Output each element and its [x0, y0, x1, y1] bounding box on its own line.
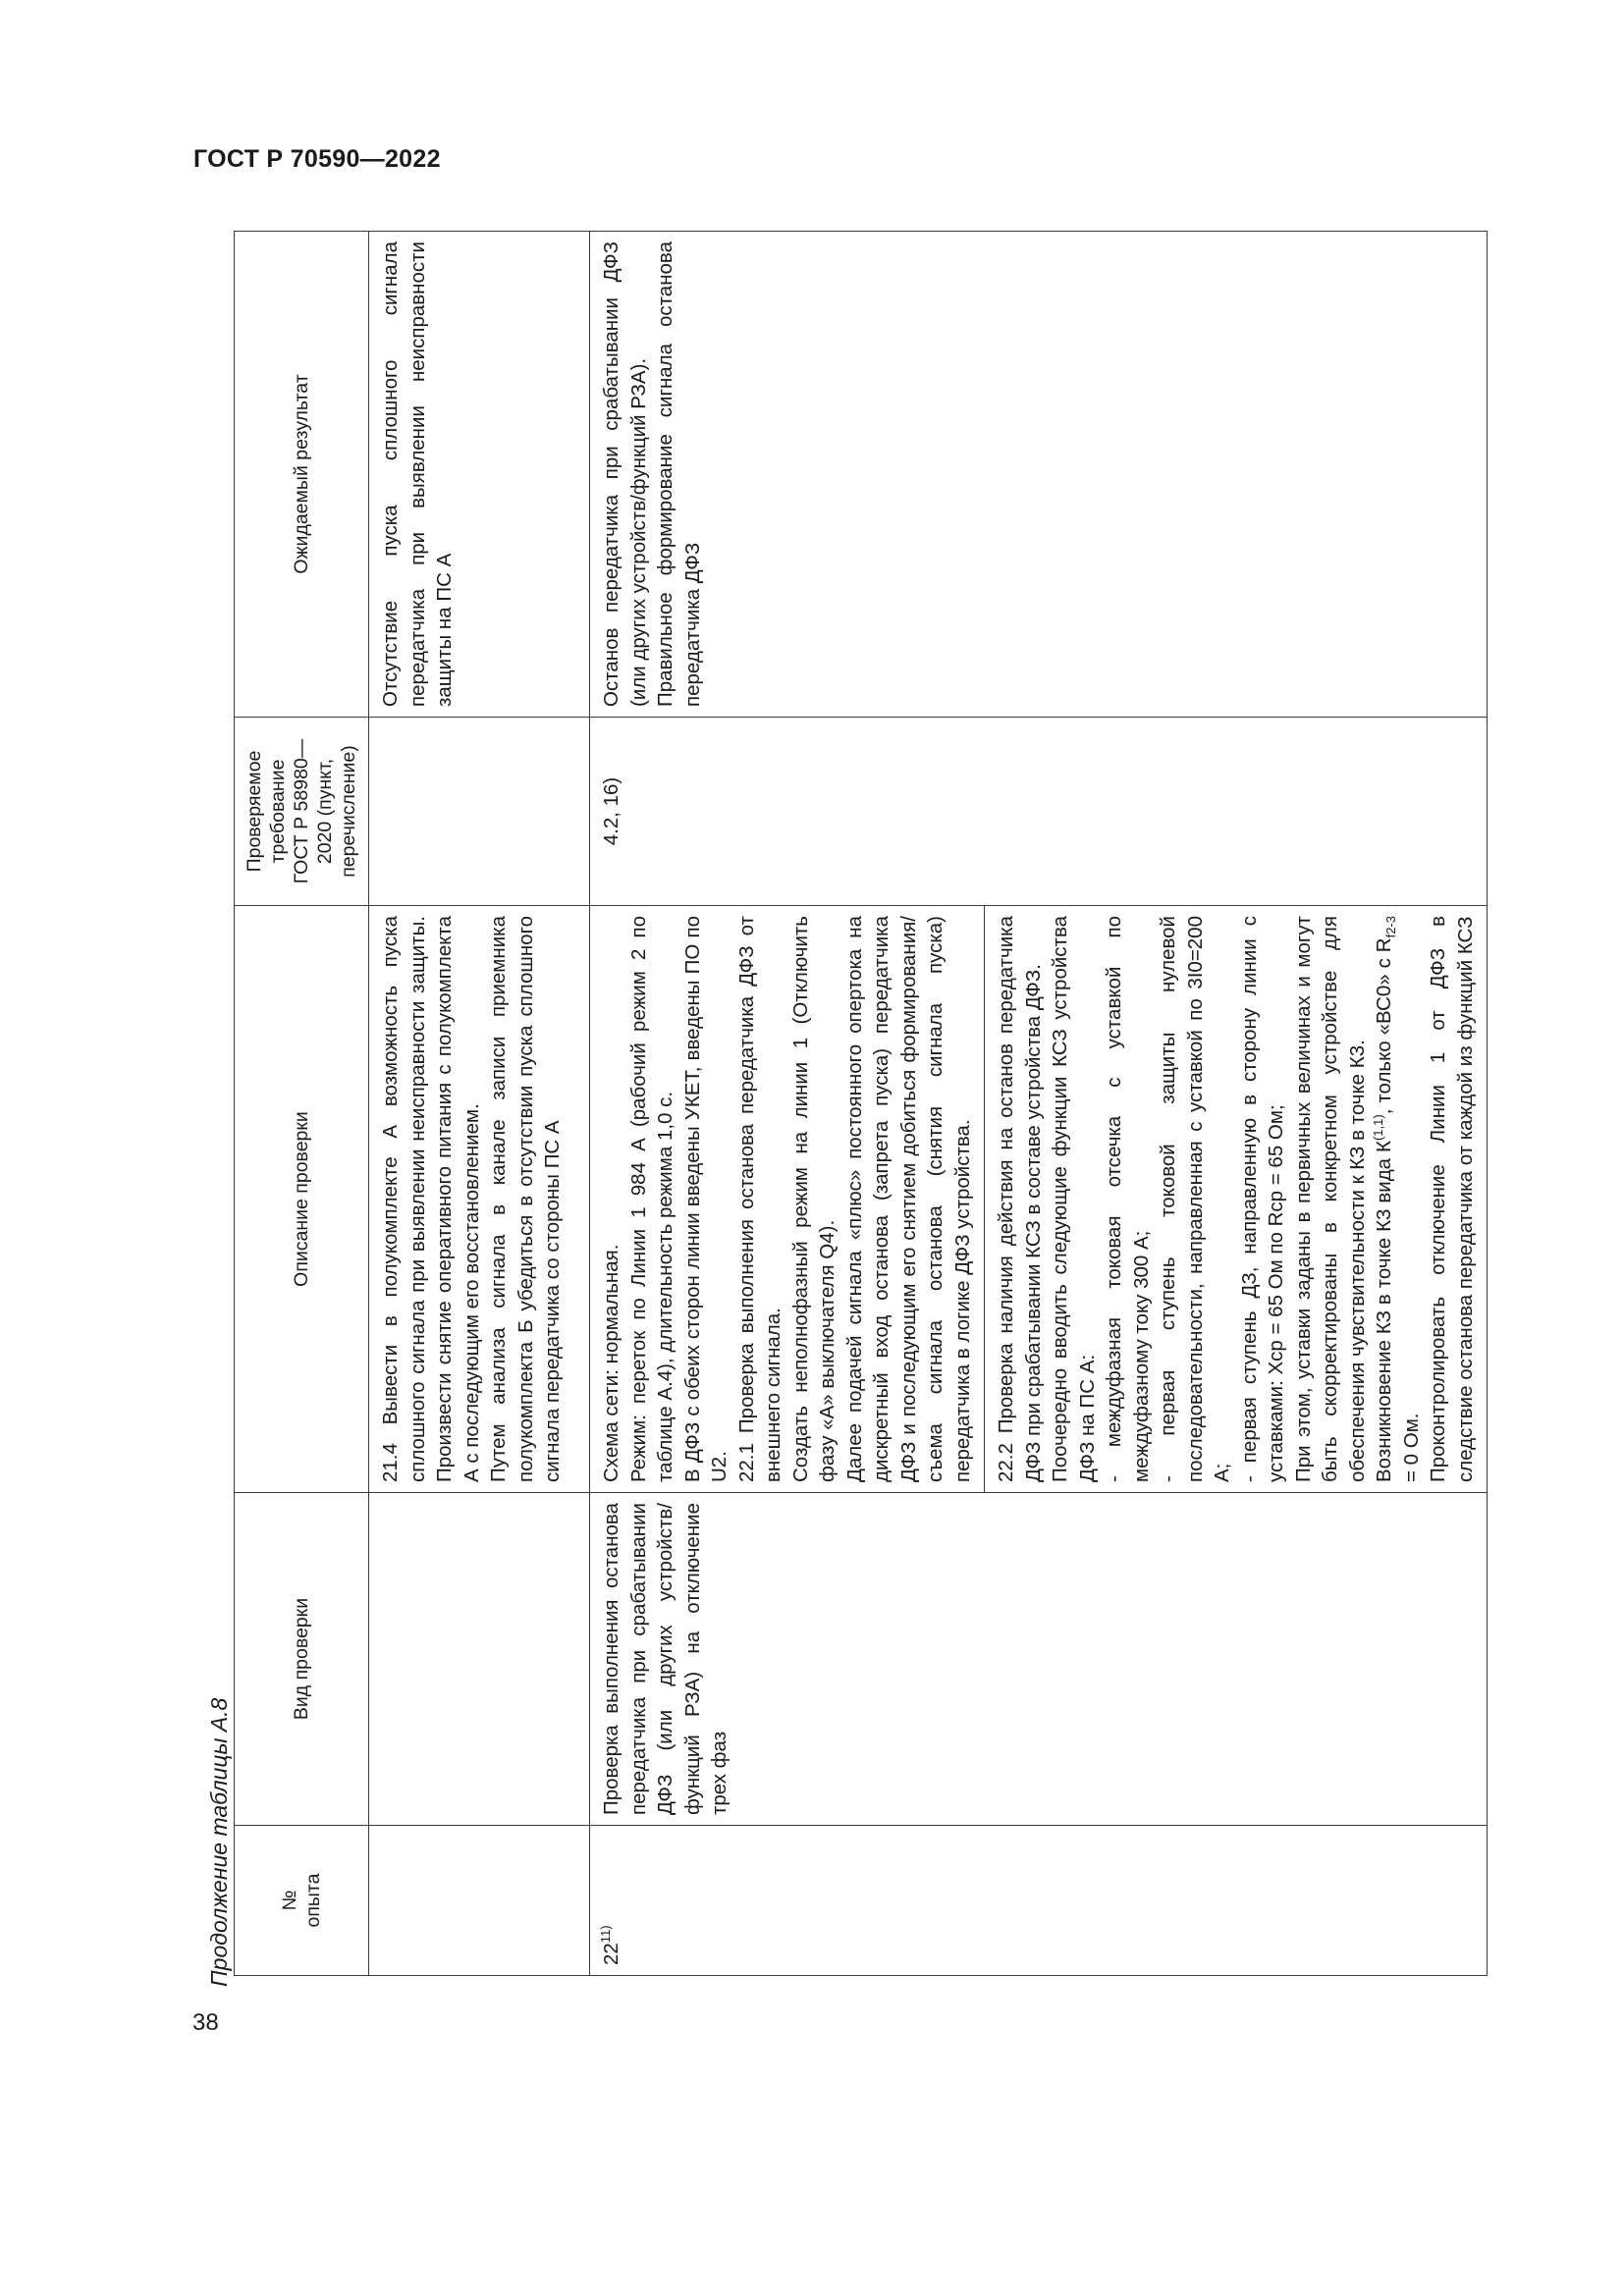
cell-check-description-22-1: Схема сети: нормальная. Режим: переток по Линии 1 984 А (рабочий режим 2 по таблице А.4), длительность режима 1,0 с. В ДФЗ с обеих сторон линии введены УКЕТ, введены ПО по U2. 22.1 Проверка выполнения останова передатчика ДФЗ от внешнего сигнала. Создать неполнофазный режим на линии 1 (Отключить фазу «А» выключателя Q4). Далее подачей сигнала «плюс» постоянного опертока на дискретный вход останова (запрета пуска) передатчика ДФЗ и последующим его снятием добиться формирования/съема сигнала останова (снятия сигнала пуска) передатчика в логике ДФЗ устройства.	[590, 906, 985, 1493]
cell-test-number-22	[590, 1826, 1488, 1976]
cell-check-description: 21.4 Вывести в полукомплекте А возможность пуска сплошного сигнала при выявлении неисправности защиты. Произвести снятие оперативного питания с полукомплекта А с последующим его восстановлением. Путем анализа сигнала в канале записи приемника полукомплекта Б убедиться в отсутствии пуска сплошного сигнала передатчика со стороны ПС А	[369, 906, 590, 1493]
rotated-table-wrapper	[234, 232, 1477, 1976]
header-test-number: № опыта	[235, 1826, 369, 1976]
test-number-footnote: 11)	[598, 1925, 614, 1944]
cell-expected-result: Отсутствие пуска сплошного сигнала передатчика при выявлении неисправности защиты на ПС А	[369, 232, 590, 718]
table-row-22-part1	[590, 232, 985, 1976]
document-title: ГОСТ Р 70590—2022	[193, 145, 441, 173]
header-check-description: Описание проверки	[235, 906, 369, 1493]
cell-requirement	[369, 718, 590, 906]
table-caption: Продолжение таблицы А.8	[206, 1697, 232, 1987]
test-number-value: 22	[600, 1943, 623, 1965]
desc-22-2-subscript: f2-3	[1383, 916, 1399, 938]
cell-test-number	[369, 1826, 590, 1976]
page-number: 38	[192, 2009, 219, 2036]
cell-check-type	[369, 1493, 590, 1826]
cell-check-description-22-2	[985, 906, 1488, 1493]
header-expected-result: Ожидаемый результат	[235, 232, 369, 718]
table-row-continued	[369, 232, 590, 1976]
header-check-type: Вид проверки	[235, 1493, 369, 1826]
desc-22-2-text-a: 22.2 Проверка наличия действия на останов передатчика ДФЗ при срабатывании КСЗ в составе устройства ДФЗ. Поочередно вводить следующие функции КСЗ устройства ДФЗ на ПС А: - междуфазная токовая отсечка с уставкой по междуфазному току 300 А; - первая ступень токовой защиты нулевой последовательности, направленная с уставкой по 3I0=200 А; - первая ступень ДЗ, направленную в сторону линии с уставками: Хср = 65 Ом по Rср = 65 Ом; При этом, уставки заданы в первичных величинах и могут быть скорректированы в конкретном устройстве для обеспечения чувствительности к КЗ в точке К3. Возникновение КЗ в точке К3 вида К	[995, 916, 1395, 1482]
test-table	[234, 231, 1488, 1976]
desc-22-2-superscript: (1,1)	[1371, 1114, 1386, 1142]
cell-requirement-22: 4.2, 16)	[590, 718, 1488, 906]
cell-check-type-22: Проверка выполнения останова передатчика при срабатывании ДФЗ (или других устройств/функций РЗА) на отключение трех фаз	[590, 1493, 1488, 1826]
cell-expected-result-22: Останов передатчика при срабатывании ДФЗ (или других устройств/функций РЗА). Правильное формирование сигнала останова передатчика ДФЗ	[590, 232, 1488, 718]
header-requirement: Проверяемое требование ГОСТ Р 58980— 2020 (пункт, перечисление)	[235, 718, 369, 906]
desc-22-2-text-c: = 0 Ом. Проконтролировать отключение Линии 1 от ДФЗ в следствие останова передатчика от каждой из функций КСЗ	[1399, 916, 1477, 1482]
desc-22-2-text-b: , только «ВС0» с R	[1373, 937, 1395, 1115]
table-header-row	[235, 232, 369, 1976]
